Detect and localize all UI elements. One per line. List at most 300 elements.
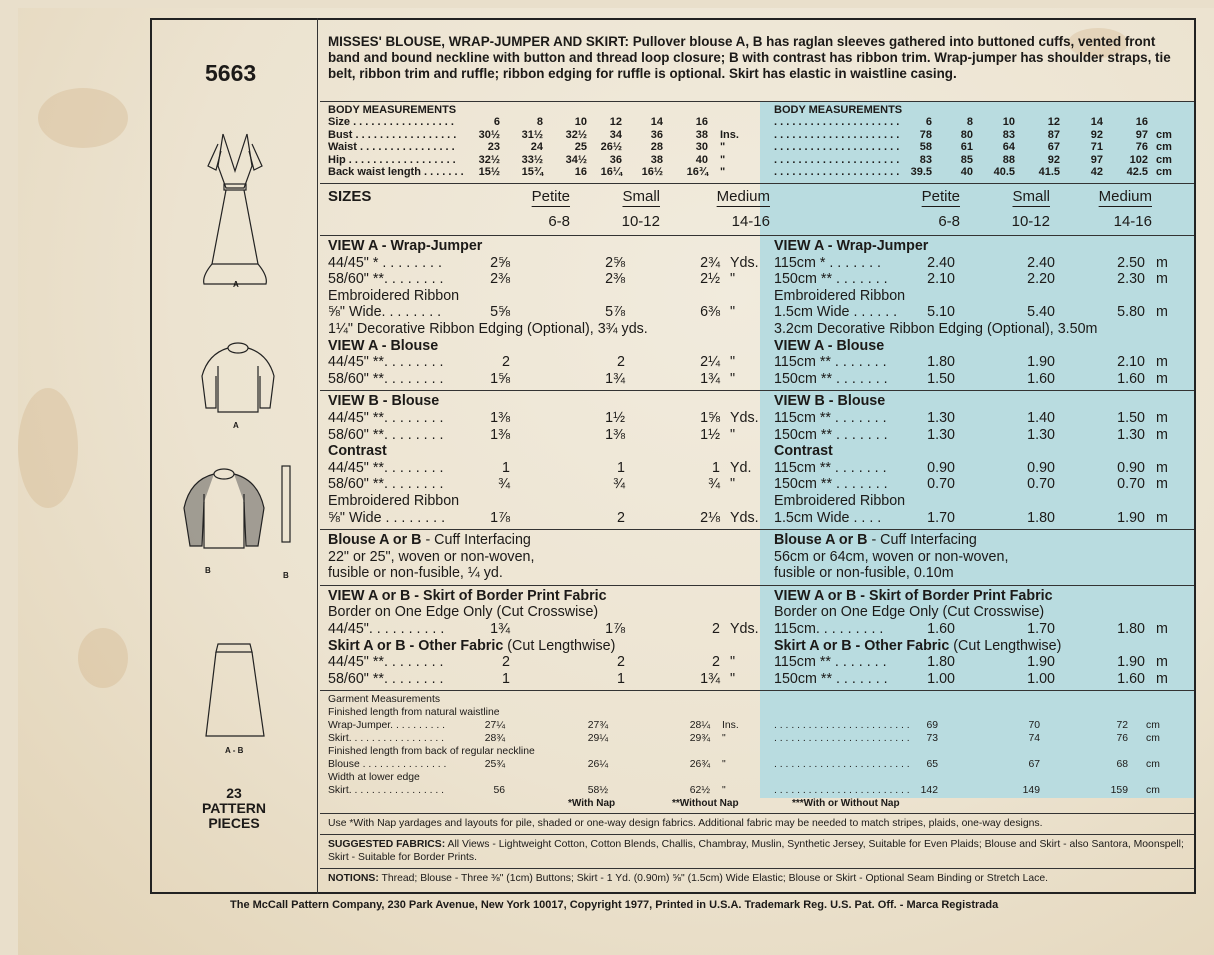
table-row [320,116,1194,128]
size-value: 6 [925,116,932,129]
table-row [320,321,1194,338]
row-label: . . . . . . . . . . . . . . . . . . . . . [774,165,900,178]
size-value: 12 [609,116,622,129]
imperial-cell [320,255,760,272]
size-value: 5⅞ [605,304,625,321]
size-value: 92 [1047,153,1060,166]
unit-label: Ins. [720,128,739,141]
cell-text [774,565,954,582]
cell-text [328,693,440,706]
unit-label: cm [1146,733,1160,745]
imperial-cell [320,371,760,388]
cell-text-content: BODY MEASUREMENTS [774,104,903,116]
imperial-cell [320,271,760,288]
size-value: 5⅝ [490,304,510,321]
size-value: 2.20 [1027,271,1055,288]
metric-cell [760,321,1194,338]
row-label: Blouse . . . . . . . . . . . . . . . [328,759,447,771]
row-label: 150cm ** . . . . . . . [774,370,888,387]
unit-label: " [730,354,736,371]
suggested-fabrics [320,834,1194,868]
size-value: 5.10 [927,304,955,321]
size-value: 2¼ [700,354,720,371]
size-value: 2 [502,654,510,671]
cell-text [774,338,884,355]
unit-label: " [730,271,736,288]
table-row [320,460,1194,477]
size-value: ¾ [613,476,625,493]
size-value: 36 [609,153,622,166]
cell-text-content: Garment Measurements [328,694,441,706]
size-value: 1.80 [1117,621,1145,638]
section-heading: Skirt A or B - Other Fabric [328,637,504,654]
unit-label: m [1156,621,1168,638]
size-value: 0.90 [927,459,955,476]
imperial-cell [320,443,760,460]
figure-label: A [233,280,239,289]
table-row [320,693,1194,706]
size-value: 30½ [478,128,500,141]
row-label: 150cm ** . . . . . . . [774,670,888,687]
size-value: 2.40 [1027,254,1055,271]
cell-text [774,321,1097,338]
metric-cell [760,154,1194,166]
row-label: Bust . . . . . . . . . . . . . . . . . [328,128,457,141]
row-label: Waist . . . . . . . . . . . . . . . . [328,141,455,154]
row-label: Back waist length . . . . . . . [328,165,464,178]
size-value: 2⅝ [490,254,510,271]
size-value: 14-16 [1113,213,1152,230]
fabrics-text: All Views - Lightweight Cotton, Cotton Blends, Challis, Chambray, Muslin, Synthetic Jersey, Suitable for Even Plaids; Blouse and Skirt - also Santora, Moonspell; Skirt - Suitable for Border Prints. [328,838,1184,864]
size-value: 2 [617,654,625,671]
row-label: . . . . . . . . . . . . . . . . . . . . . [774,153,900,166]
sizes-header [320,183,1194,235]
imperial-cell [320,638,760,655]
unit-label: " [730,370,736,387]
imperial-cell [320,460,760,477]
table-row [320,141,1194,153]
size-value: 6-8 [938,213,960,230]
nap-note: Use *With Nap yardages and layouts for pile, shaded or one-way design fabrics. Additional fabric may be needed to match stripes, plaids, one-way designs. [320,813,1194,834]
nap-legend-item: **Without Nap [672,798,739,810]
table-row [320,255,1194,272]
table-row [320,371,1194,388]
unit-label: m [1156,409,1168,426]
cell-text [774,493,905,510]
row-label: 44/45". . . . . . . . . . [328,621,445,638]
cell-text-content: fusible or non-fusible, 0.10m [774,565,954,582]
size-value: 1¾ [490,621,510,638]
table-row [320,288,1194,305]
metric-cell [760,476,1194,493]
unit-label: " [720,141,726,154]
size-value: 2.10 [927,271,955,288]
imperial-cell [320,565,760,582]
metric-cell [760,104,1194,116]
imperial-cell [320,476,760,493]
size-value: 1½ [700,426,720,443]
row-label: . . . . . . . . . . . . . . . . . . . . . . . . [774,759,910,771]
size-value: 87 [1047,128,1060,141]
metric-cell [760,532,1194,549]
table-row [320,410,1194,427]
imperial-cell [320,354,760,371]
size-value: 1¾ [700,670,720,687]
row-label: 115cm ** . . . . . . . [774,459,887,476]
notions [320,868,1194,889]
row-label: ⅝" Wide . . . . . . . . [328,509,446,526]
row-label: 44/45" **. . . . . . . . [328,354,444,371]
size-value: 92 [1090,128,1103,141]
size-value: 41.5 [1038,165,1060,178]
metric-cell [760,510,1194,527]
notions-label: NOTIONS: [328,872,379,884]
size-value: 142 [920,785,938,797]
wrap-jumper-illustration [190,126,280,296]
pattern-details [320,20,1194,888]
unit-label: cm [1146,759,1160,771]
size-value: 1.00 [1027,670,1055,687]
size-value: 1.30 [927,426,955,443]
size-value: 1 [502,670,510,687]
imperial-cell [320,771,760,784]
size-value: 6-8 [548,213,570,230]
table-row [320,604,1194,621]
size-value: 80 [960,128,973,141]
metric-cell [760,129,1194,141]
size-value: 67 [1028,759,1040,771]
row-label: 58/60" **. . . . . . . . [328,476,444,493]
size-value: 97 [1090,153,1103,166]
fabrics-label: SUGGESTED FABRICS: [328,838,446,850]
size-value: 58 [919,141,932,154]
imperial-cell [320,141,760,153]
section-heading: VIEW A - Blouse [774,337,885,354]
size-value: 64 [1002,141,1015,154]
size-value: 1.90 [1117,654,1145,671]
size-value: 72 [1116,720,1128,732]
cell-text [774,288,905,305]
size-value: 1.30 [1117,426,1145,443]
size-value: Medium [716,188,770,205]
row-label: 58/60" **. . . . . . . . [328,426,444,443]
unit-label: " [730,654,736,671]
section-heading: VIEW A - Blouse [328,337,439,354]
size-value: 0.90 [1117,459,1145,476]
size-value: 76 [1135,141,1148,154]
size-value: 29¾ [689,733,710,745]
table-row [320,238,1194,255]
imperial-cell [320,654,760,671]
figure-label: A [233,421,239,430]
size-value: 8 [536,116,543,129]
size-value: 1.60 [927,621,955,638]
cell-text [328,604,598,621]
size-value: 33½ [521,153,543,166]
cell-text [328,443,387,460]
row-label: . . . . . . . . . . . . . . . . . . . . . . . . [774,733,910,745]
size-value: 26½ [600,141,622,154]
row-label: . . . . . . . . . . . . . . . . . . . . . [774,141,900,154]
row-label: Skirt. . . . . . . . . . . . . . . . . [328,785,445,797]
metric-cell [760,621,1194,638]
figure-label: B [205,566,211,575]
table-row [320,104,1194,116]
size-value: 1 [617,670,625,687]
metric-cell [760,209,1194,234]
size-value: 1.60 [1117,670,1145,687]
metric-cell [760,354,1194,371]
unit-label: " [720,153,726,166]
table-row [320,129,1194,141]
size-value: Medium [1098,188,1152,205]
metric-cell [760,671,1194,688]
unit-label: m [1156,459,1168,476]
size-value: 28¾ [484,733,505,745]
size-value: 2⅛ [700,509,720,526]
size-value: 1½ [605,409,625,426]
row-label: Wrap-Jumper. . . . . . . . . . [328,720,446,732]
metric-cell [760,784,1194,797]
section-heading: Contrast [774,443,833,460]
size-value: 31½ [521,128,543,141]
imperial-cell [320,154,760,166]
imperial-cell [320,549,760,566]
unit-label: m [1156,354,1168,371]
size-value: 12 [1047,116,1060,129]
size-value: 5.80 [1117,304,1145,321]
size-value: 1 [617,459,625,476]
size-value: 30 [695,141,708,154]
size-value: 1⅜ [605,426,625,443]
size-value: 40 [960,165,973,178]
table-row [320,304,1194,321]
size-value: 16½ [641,165,663,178]
size-value: 83 [919,153,932,166]
cell-text [328,238,482,255]
cell-text [774,104,902,116]
size-value: Small [622,188,660,205]
unit-label: cm [1156,141,1172,154]
size-value: 61 [960,141,973,154]
cell-text [328,745,535,758]
metric-cell [760,549,1194,566]
nap-legend [320,797,1194,811]
row-label: 115cm * . . . . . . . [774,254,881,271]
cell-text [328,393,439,410]
size-value: 1⅜ [490,409,510,426]
section-heading: VIEW B - Blouse [328,393,440,410]
size-value: 10 [1002,116,1015,129]
size-value: 74 [1028,733,1040,745]
size-value: 1 [502,459,510,476]
size-value: 25 [574,141,587,154]
size-value: 23 [487,141,500,154]
table-row [320,549,1194,566]
row-label: . . . . . . . . . . . . . . . . . . . . . [774,116,900,129]
figure-label: A - B [225,746,244,755]
size-value: 1.90 [1027,654,1055,671]
size-value: 1.90 [1027,354,1055,371]
size-value: 28 [650,141,663,154]
size-value: 73 [926,733,938,745]
cell-text-content: Embroidered Ribbon [328,287,460,304]
size-value: 15¾ [521,165,543,178]
imperial-cell [320,604,760,621]
unit-label: " [730,476,736,493]
size-value: 1.80 [1027,509,1055,526]
size-value: 68 [1116,759,1128,771]
imperial-cell [320,116,760,128]
cell-text [328,771,420,784]
table-row [320,745,1194,758]
row-label: ⅝" Wide. . . . . . . . [328,304,442,321]
unit-label: Yds. [730,254,759,271]
cell-text [774,604,1044,621]
imperial-cell [320,209,770,234]
imperial-cell [320,238,760,255]
size-value: ¾ [498,476,510,493]
size-value: 1¾ [605,370,625,387]
size-value: 1⅜ [490,426,510,443]
yardage-section [320,585,1194,691]
metric-cell [760,338,1194,355]
size-value: 34 [609,128,622,141]
row-label: Skirt. . . . . . . . . . . . . . . . . [328,733,445,745]
cell-text-content: (Cut Lengthwise) [503,637,616,654]
unit-label: m [1156,476,1168,493]
row-label: 58/60" **. . . . . . . . [328,670,444,687]
pattern-number: 5663 [205,60,257,86]
table-row [320,758,1194,771]
figure-label: B [283,571,289,580]
cell-text [328,288,459,305]
size-value: 102 [1129,153,1148,166]
size-value: 88 [1002,153,1015,166]
size-value: 1.30 [1027,426,1055,443]
size-value: 8 [966,116,973,129]
yardage-chart [320,235,1194,690]
size-value: 65 [926,759,938,771]
cell-text-content: Border on One Edge Only (Cut Crosswise) [774,604,1045,621]
size-value: 2.40 [927,254,955,271]
metric-cell [760,588,1194,605]
imperial-cell [320,588,760,605]
unit-label: m [1156,670,1168,687]
metric-cell [760,371,1194,388]
description-text: Pullover blouse A, B has raglan sleeves gathered into buttoned cuffs, vented front band and bound neckline with button and thread loop closure; B with contrast has ribbon trim. Wrap-jumper has shoulder straps, tie belt, ribbon trim and ruffle; ribbon edging for ruffle is optional. Skirt has elastic in waistline casing. [328,34,1171,81]
section-heading: Blouse A or B [774,532,868,549]
unit-label: m [1156,254,1168,271]
section-heading: Skirt A or B - Other Fabric [774,637,950,654]
row-label: 150cm ** . . . . . . . [774,271,888,288]
table-row [320,271,1194,288]
size-value: 2½ [700,271,720,288]
size-value: 69 [926,720,938,732]
size-value: 159 [1110,785,1128,797]
size-value: 71 [1090,141,1103,154]
metric-cell [760,443,1194,460]
cell-text-content: Border on One Edge Only (Cut Crosswise) [328,604,599,621]
imperial-cell [320,166,760,178]
size-value: 1 [712,459,720,476]
section-heading: Contrast [328,443,387,460]
unit-label: m [1156,370,1168,387]
imperial-cell [320,621,760,638]
size-value: 70 [1028,720,1040,732]
size-value: 16 [695,116,708,129]
section-heading: Blouse A or B [328,532,422,549]
size-value: 36 [650,128,663,141]
cell-text [774,238,928,255]
imperial-cell [320,104,760,116]
section-heading: VIEW A - Wrap-Jumper [328,238,483,254]
metric-cell [760,604,1194,621]
size-value: 149 [1022,785,1040,797]
size-value: 40 [695,153,708,166]
unit-label: " [722,785,726,797]
size-value: 25¾ [484,759,505,771]
size-value: 16¼ [600,165,622,178]
size-value: 1.60 [1027,370,1055,387]
description-heading: MISSES' BLOUSE, WRAP-JUMPER AND SKIRT: [328,34,630,49]
metric-cell [760,693,1194,706]
size-value: 2.10 [1117,354,1145,371]
imperial-cell [320,304,760,321]
cell-text [774,532,977,549]
table-row [320,154,1194,166]
table-row [320,532,1194,549]
nap-legend-item: *With Nap [568,798,616,810]
size-value: 1.70 [1027,621,1055,638]
section-heading: VIEW A or B - Skirt of Border Print Fabric [774,587,1053,604]
size-value: 1¾ [700,370,720,387]
row-label: 150cm ** . . . . . . . [774,476,888,493]
size-value: 16 [1135,116,1148,129]
cell-text-content: - Cuff Interfacing [867,532,977,549]
cell-text-content: 3.2cm Decorative Ribbon Edging (Optional), 3.50m [774,320,1098,337]
yardage-section [320,529,1194,585]
table-row [320,621,1194,638]
row-label: . . . . . . . . . . . . . . . . . . . . . . . . [774,785,910,797]
section-heading: VIEW B - Blouse [774,393,886,410]
size-value: 1.40 [1027,409,1055,426]
table-row [320,166,1194,178]
yardage-section [320,235,1194,390]
size-value: 14 [1090,116,1103,129]
size-value: 2.50 [1117,254,1145,271]
cell-text-content: (Cut Lengthwise) [949,637,1062,654]
unit-label: cm [1146,785,1160,797]
size-value: 0.70 [1117,476,1145,493]
row-label: 44/45" * . . . . . . . . [328,254,442,271]
metric-cell [760,393,1194,410]
size-value: 0.70 [1027,476,1055,493]
table-row [320,510,1194,527]
size-value: 42 [1090,165,1103,178]
metric-cell [760,493,1194,510]
table-row [320,719,1194,732]
cell-text-content: 22" or 25", woven or non-woven, [328,548,535,565]
size-value: 2 [617,354,625,371]
table-row [320,706,1194,719]
metric-cell [760,771,1194,784]
size-value: 56 [493,785,505,797]
size-value: 6⅜ [700,304,720,321]
size-value: 10 [574,116,587,129]
size-value: 5.40 [1027,304,1055,321]
unit-label: Yd. [730,459,752,476]
